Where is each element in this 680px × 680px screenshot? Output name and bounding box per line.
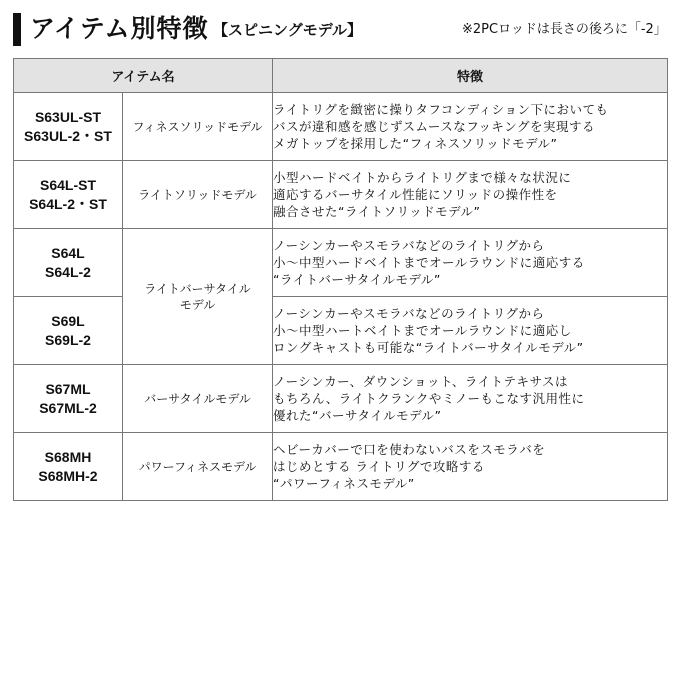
feature-cell	[273, 229, 668, 297]
column-header-feature: 特徴	[273, 59, 668, 93]
model-type: ライトソリッドモデル	[138, 187, 257, 202]
item-code-cell	[14, 365, 123, 433]
model-type: ライトバーサタイル	[144, 281, 251, 296]
item-code-cell	[14, 433, 123, 501]
page-subtitle: 【スピニングモデル】	[213, 21, 362, 39]
feature-line: 融合させた“ライトソリッドモデル”	[273, 204, 481, 219]
feature-line: “ライトバーサタイルモデル”	[273, 272, 441, 287]
page-title: アイテム別特徴	[30, 14, 209, 43]
feature-cell	[273, 433, 668, 501]
table-header-row	[14, 59, 668, 93]
feature-line: メガトップを採用した“フィネスソリッドモデル”	[273, 136, 558, 151]
item-code-cell	[14, 161, 123, 229]
model-type-cell	[123, 365, 273, 433]
model-type-cell	[123, 229, 273, 365]
feature-line: ノーシンカー、ダウンショット、ライトテキサスは	[273, 374, 569, 389]
item-code: S67ML	[45, 380, 91, 397]
feature-line: バスが違和感を感じずスムースなフッキングを実現する	[273, 119, 596, 134]
column-header-item-name: アイテム名	[14, 59, 273, 93]
table-row	[14, 93, 668, 161]
item-code: S67ML-2	[39, 399, 97, 416]
feature-line: 適応するバーサタイル性能にソリッドの操作性を	[273, 187, 558, 202]
table-row	[14, 161, 668, 229]
feature-cell	[273, 161, 668, 229]
feature-line: ノーシンカーやスモラバなどのライトリグから	[273, 306, 545, 321]
table-row	[14, 229, 668, 297]
feature-line: ヘビーカバーで口を使わないバスをスモラバを	[273, 442, 546, 457]
feature-line: 優れた“バーサタイルモデル”	[273, 408, 442, 423]
item-code: S63UL-2・ST	[24, 127, 112, 144]
item-code: S64L-ST	[39, 176, 96, 193]
item-code-cell	[14, 229, 123, 297]
feature-line: もちろん、ライトクランクやミノーもこなす汎用性に	[273, 391, 585, 406]
item-code: S69L-2	[45, 331, 91, 348]
table-row	[14, 297, 668, 365]
header-note: ※2PCロッドは長さの後ろに「-2」	[462, 22, 667, 37]
feature-line: 小～中型ハートベイトまでオールラウンドに適応し	[273, 323, 572, 338]
table-row	[14, 433, 668, 501]
feature-cell	[273, 93, 668, 161]
feature-line: ライトリグを緻密に操りタフコンディション下においても	[273, 102, 609, 117]
feature-line: 小～中型ハードベイトまでオールラウンドに適応する	[273, 255, 585, 270]
feature-line: “パワーフィネスモデル”	[273, 476, 415, 491]
item-code: S68MH-2	[38, 467, 98, 484]
feature-cell	[273, 297, 668, 365]
item-code: S69L	[51, 312, 85, 329]
feature-line: 小型ハードベイトからライトリグまで様々な状況に	[273, 170, 572, 185]
feature-line: ロングキャストも可能な“ライトバーサタイルモデル”	[273, 340, 584, 355]
feature-line: はじめとする ライトリグで攻略する	[273, 459, 485, 474]
item-code: S63UL-ST	[34, 108, 102, 125]
item-code-cell	[14, 93, 123, 161]
model-type-cell	[123, 93, 273, 161]
table-row	[14, 365, 668, 433]
model-type: フィネスソリッドモデル	[132, 119, 263, 134]
item-code-cell	[14, 297, 123, 365]
feature-line: ノーシンカーやスモラバなどのライトリグから	[273, 238, 545, 253]
item-code: S64L	[51, 244, 85, 261]
model-type: パワーフィネスモデル	[138, 459, 257, 474]
model-type-cell	[123, 433, 273, 501]
model-type: モデル	[179, 297, 216, 312]
item-code: S68MH	[44, 448, 92, 465]
item-code: S64L-2・ST	[29, 195, 107, 212]
item-code: S64L-2	[45, 263, 91, 280]
item-feature-table	[13, 58, 668, 501]
model-type: バーサタイルモデル	[144, 391, 251, 406]
model-type-cell	[123, 161, 273, 229]
title-accent-bar	[13, 13, 21, 46]
feature-cell	[273, 365, 668, 433]
